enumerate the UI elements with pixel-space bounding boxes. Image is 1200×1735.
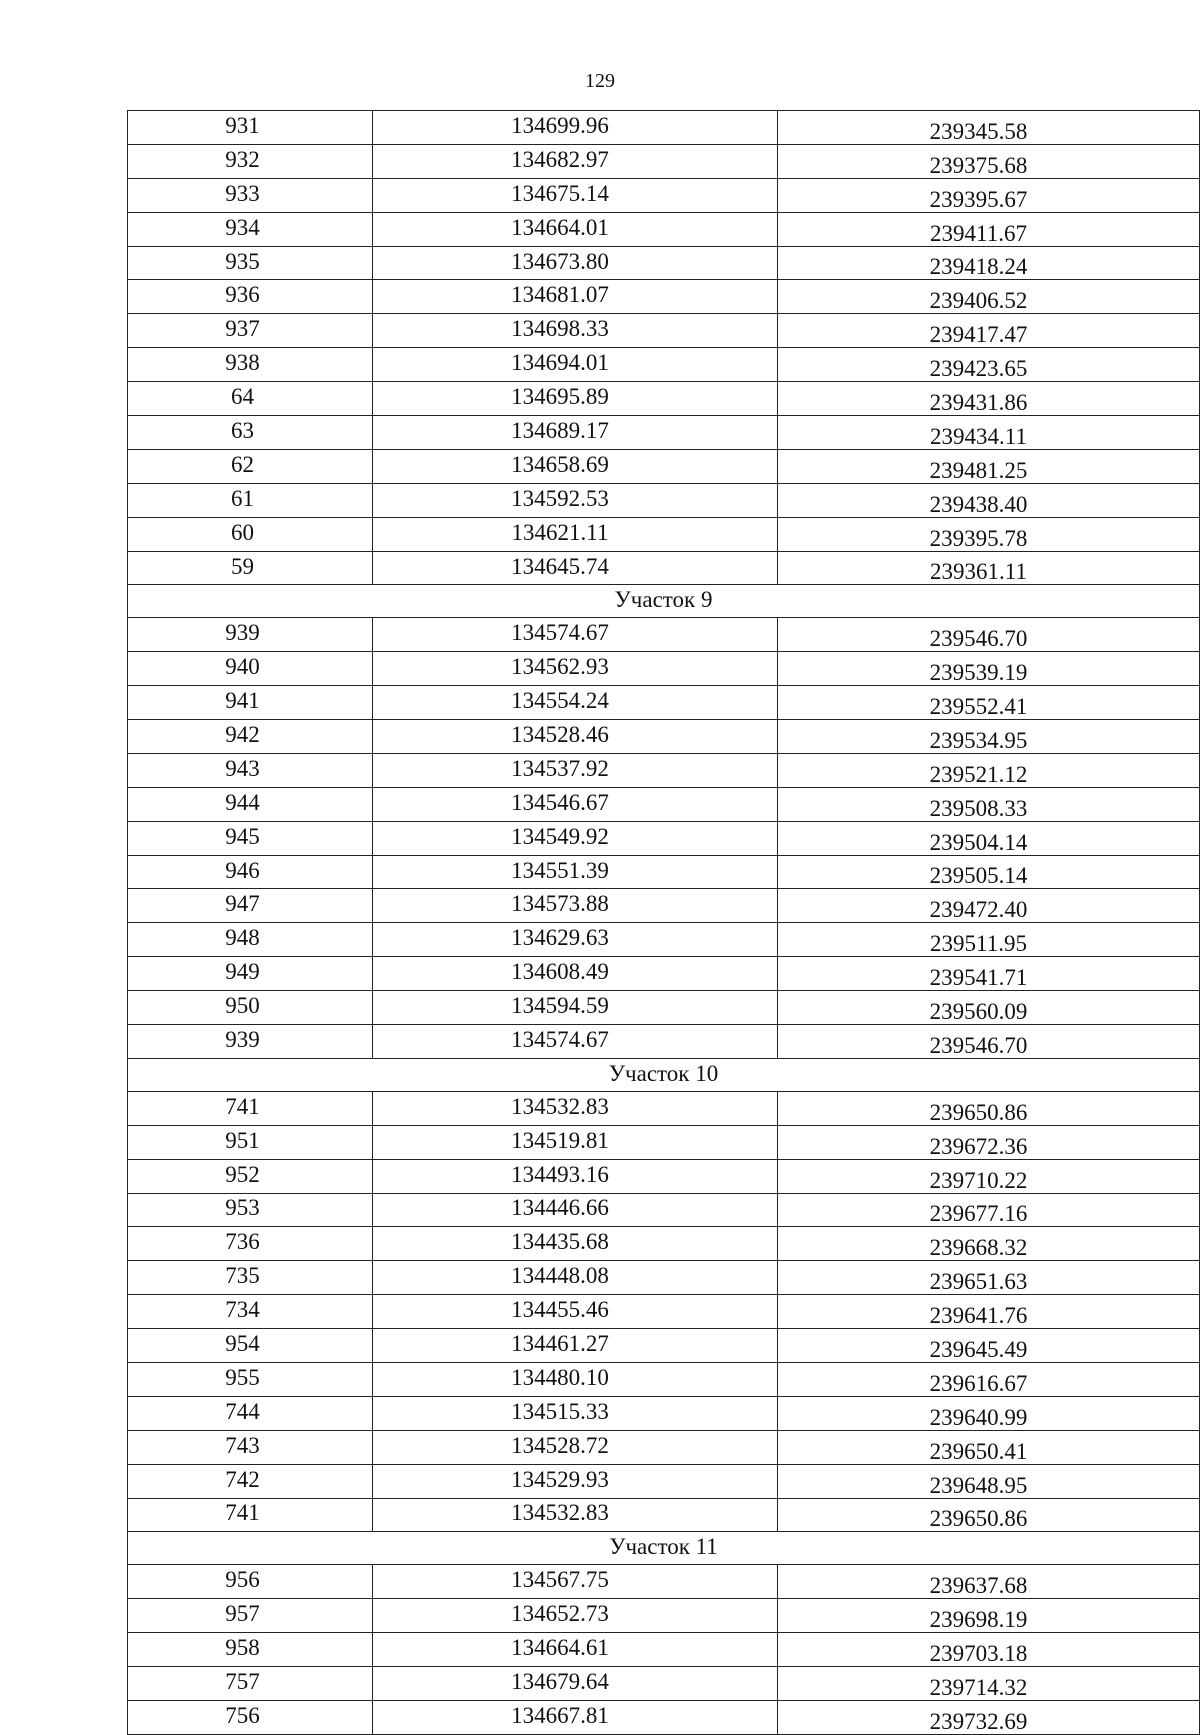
y-coordinate-cell: 239560.09	[778, 991, 1200, 1025]
table-row	[128, 1261, 1200, 1295]
point-number-cell: 948	[128, 923, 373, 957]
point-number-cell: 939	[128, 1025, 373, 1059]
x-coordinate-cell: 134673.80	[373, 246, 778, 280]
table-row	[128, 517, 1200, 551]
point-number-cell: 756	[128, 1700, 373, 1734]
x-coordinate-cell: 134549.92	[373, 821, 778, 855]
y-coordinate-cell: 239539.19	[778, 652, 1200, 686]
table-row	[128, 246, 1200, 280]
table-row	[128, 144, 1200, 178]
section-title: Участок 10	[128, 1058, 1200, 1091]
x-coordinate-cell: 134493.16	[373, 1159, 778, 1193]
x-coordinate-cell: 134461.27	[373, 1329, 778, 1363]
x-coordinate-cell: 134574.67	[373, 1025, 778, 1059]
point-number-cell: 742	[128, 1464, 373, 1498]
y-coordinate-cell: 239714.32	[778, 1666, 1200, 1700]
y-coordinate-cell: 239637.68	[778, 1565, 1200, 1599]
x-coordinate-cell: 134574.67	[373, 618, 778, 652]
y-coordinate-cell: 239541.71	[778, 957, 1200, 991]
y-coordinate-cell: 239703.18	[778, 1633, 1200, 1667]
point-number-cell: 63	[128, 416, 373, 450]
table-row	[128, 1633, 1200, 1667]
point-number-cell: 944	[128, 787, 373, 821]
table-row	[128, 280, 1200, 314]
table-row	[128, 1025, 1200, 1059]
table-row	[128, 1565, 1200, 1599]
point-number-cell: 932	[128, 144, 373, 178]
y-coordinate-cell: 239472.40	[778, 889, 1200, 923]
point-number-cell: 946	[128, 855, 373, 889]
table-row	[128, 1091, 1200, 1125]
x-coordinate-cell: 134435.68	[373, 1227, 778, 1261]
point-number-cell: 958	[128, 1633, 373, 1667]
point-number-cell: 957	[128, 1599, 373, 1633]
table-row	[128, 1125, 1200, 1159]
x-coordinate-cell: 134515.33	[373, 1396, 778, 1430]
y-coordinate-cell: 239361.11	[778, 551, 1200, 585]
table-row	[128, 686, 1200, 720]
table-row	[128, 483, 1200, 517]
point-number-cell: 62	[128, 449, 373, 483]
point-number-cell: 757	[128, 1666, 373, 1700]
x-coordinate-cell: 134682.97	[373, 144, 778, 178]
x-coordinate-cell: 134608.49	[373, 957, 778, 991]
x-coordinate-cell: 134664.01	[373, 212, 778, 246]
point-number-cell: 953	[128, 1193, 373, 1227]
y-coordinate-cell: 239668.32	[778, 1227, 1200, 1261]
section-header-row	[128, 1058, 1200, 1091]
coordinates-table-body	[128, 111, 1200, 1735]
y-coordinate-cell: 239508.33	[778, 787, 1200, 821]
y-coordinate-cell: 239650.86	[778, 1091, 1200, 1125]
y-coordinate-cell: 239677.16	[778, 1193, 1200, 1227]
table-row	[128, 991, 1200, 1025]
point-number-cell: 744	[128, 1396, 373, 1430]
table-row	[128, 314, 1200, 348]
x-coordinate-cell: 134675.14	[373, 178, 778, 212]
x-coordinate-cell: 134562.93	[373, 652, 778, 686]
table-row	[128, 348, 1200, 382]
table-row	[128, 1159, 1200, 1193]
point-number-cell: 947	[128, 889, 373, 923]
y-coordinate-cell: 239616.67	[778, 1362, 1200, 1396]
section-header-row	[128, 585, 1200, 618]
table-row	[128, 178, 1200, 212]
x-coordinate-cell: 134664.61	[373, 1633, 778, 1667]
x-coordinate-cell: 134645.74	[373, 551, 778, 585]
y-coordinate-cell: 239546.70	[778, 618, 1200, 652]
point-number-cell: 936	[128, 280, 373, 314]
x-coordinate-cell: 134528.46	[373, 720, 778, 754]
table-row	[128, 416, 1200, 450]
table-row	[128, 753, 1200, 787]
x-coordinate-cell: 134529.93	[373, 1464, 778, 1498]
table-row	[128, 855, 1200, 889]
y-coordinate-cell: 239395.78	[778, 517, 1200, 551]
x-coordinate-cell: 134532.83	[373, 1091, 778, 1125]
point-number-cell: 956	[128, 1565, 373, 1599]
y-coordinate-cell: 239640.99	[778, 1396, 1200, 1430]
point-number-cell: 937	[128, 314, 373, 348]
x-coordinate-cell: 134698.33	[373, 314, 778, 348]
point-number-cell: 741	[128, 1498, 373, 1532]
y-coordinate-cell: 239504.14	[778, 821, 1200, 855]
y-coordinate-cell: 239641.76	[778, 1295, 1200, 1329]
y-coordinate-cell: 239710.22	[778, 1159, 1200, 1193]
y-coordinate-cell: 239648.95	[778, 1464, 1200, 1498]
table-row	[128, 1464, 1200, 1498]
table-row	[128, 957, 1200, 991]
y-coordinate-cell: 239406.52	[778, 280, 1200, 314]
x-coordinate-cell: 134567.75	[373, 1565, 778, 1599]
point-number-cell: 938	[128, 348, 373, 382]
section-header-row	[128, 1532, 1200, 1565]
y-coordinate-cell: 239375.68	[778, 144, 1200, 178]
y-coordinate-cell: 239511.95	[778, 923, 1200, 957]
x-coordinate-cell: 134681.07	[373, 280, 778, 314]
y-coordinate-cell: 239732.69	[778, 1700, 1200, 1734]
x-coordinate-cell: 134455.46	[373, 1295, 778, 1329]
x-coordinate-cell: 134658.69	[373, 449, 778, 483]
point-number-cell: 743	[128, 1430, 373, 1464]
point-number-cell: 941	[128, 686, 373, 720]
x-coordinate-cell: 134592.53	[373, 483, 778, 517]
point-number-cell: 60	[128, 517, 373, 551]
point-number-cell: 931	[128, 111, 373, 145]
table-row	[128, 1498, 1200, 1532]
y-coordinate-cell: 239345.58	[778, 111, 1200, 145]
table-row	[128, 212, 1200, 246]
point-number-cell: 955	[128, 1362, 373, 1396]
y-coordinate-cell: 239546.70	[778, 1025, 1200, 1059]
table-row	[128, 111, 1200, 145]
x-coordinate-cell: 134621.11	[373, 517, 778, 551]
table-row	[128, 1430, 1200, 1464]
table-row	[128, 923, 1200, 957]
point-number-cell: 943	[128, 753, 373, 787]
y-coordinate-cell: 239438.40	[778, 483, 1200, 517]
table-row	[128, 821, 1200, 855]
table-row	[128, 1295, 1200, 1329]
section-title: Участок 9	[128, 585, 1200, 618]
x-coordinate-cell: 134551.39	[373, 855, 778, 889]
point-number-cell: 61	[128, 483, 373, 517]
x-coordinate-cell: 134480.10	[373, 1362, 778, 1396]
y-coordinate-cell: 239650.41	[778, 1430, 1200, 1464]
table-row	[128, 720, 1200, 754]
point-number-cell: 939	[128, 618, 373, 652]
y-coordinate-cell: 239418.24	[778, 246, 1200, 280]
point-number-cell: 935	[128, 246, 373, 280]
point-number-cell: 736	[128, 1227, 373, 1261]
table-row	[128, 652, 1200, 686]
y-coordinate-cell: 239434.11	[778, 416, 1200, 450]
y-coordinate-cell: 239431.86	[778, 382, 1200, 416]
point-number-cell: 735	[128, 1261, 373, 1295]
x-coordinate-cell: 134652.73	[373, 1599, 778, 1633]
y-coordinate-cell: 239417.47	[778, 314, 1200, 348]
point-number-cell: 741	[128, 1091, 373, 1125]
x-coordinate-cell: 134573.88	[373, 889, 778, 923]
point-number-cell: 59	[128, 551, 373, 585]
table-row	[128, 1396, 1200, 1430]
page-number: 129	[585, 70, 615, 92]
x-coordinate-cell: 134448.08	[373, 1261, 778, 1295]
point-number-cell: 942	[128, 720, 373, 754]
point-number-cell: 951	[128, 1125, 373, 1159]
table-row	[128, 787, 1200, 821]
x-coordinate-cell: 134519.81	[373, 1125, 778, 1159]
x-coordinate-cell: 134554.24	[373, 686, 778, 720]
y-coordinate-cell: 239534.95	[778, 720, 1200, 754]
x-coordinate-cell: 134594.59	[373, 991, 778, 1025]
table-row	[128, 1193, 1200, 1227]
point-number-cell: 940	[128, 652, 373, 686]
table-row	[128, 1362, 1200, 1396]
table-row	[128, 889, 1200, 923]
x-coordinate-cell: 134694.01	[373, 348, 778, 382]
y-coordinate-cell: 239395.67	[778, 178, 1200, 212]
y-coordinate-cell: 239521.12	[778, 753, 1200, 787]
y-coordinate-cell: 239672.36	[778, 1125, 1200, 1159]
x-coordinate-cell: 134537.92	[373, 753, 778, 787]
y-coordinate-cell: 239411.67	[778, 212, 1200, 246]
table-row	[128, 382, 1200, 416]
y-coordinate-cell: 239651.63	[778, 1261, 1200, 1295]
table-row	[128, 1329, 1200, 1363]
table-row	[128, 1666, 1200, 1700]
x-coordinate-cell: 134446.66	[373, 1193, 778, 1227]
x-coordinate-cell: 134679.64	[373, 1666, 778, 1700]
y-coordinate-cell: 239481.25	[778, 449, 1200, 483]
coordinates-table	[127, 110, 1200, 1735]
x-coordinate-cell: 134695.89	[373, 382, 778, 416]
x-coordinate-cell: 134689.17	[373, 416, 778, 450]
point-number-cell: 954	[128, 1329, 373, 1363]
y-coordinate-cell: 239698.19	[778, 1599, 1200, 1633]
x-coordinate-cell: 134532.83	[373, 1498, 778, 1532]
x-coordinate-cell: 134699.96	[373, 111, 778, 145]
y-coordinate-cell: 239552.41	[778, 686, 1200, 720]
section-title: Участок 11	[128, 1532, 1200, 1565]
y-coordinate-cell: 239423.65	[778, 348, 1200, 382]
x-coordinate-cell: 134546.67	[373, 787, 778, 821]
table-row	[128, 618, 1200, 652]
x-coordinate-cell: 134629.63	[373, 923, 778, 957]
table-row	[128, 551, 1200, 585]
point-number-cell: 950	[128, 991, 373, 1025]
y-coordinate-cell: 239505.14	[778, 855, 1200, 889]
table-row	[128, 1227, 1200, 1261]
point-number-cell: 952	[128, 1159, 373, 1193]
y-coordinate-cell: 239645.49	[778, 1329, 1200, 1363]
point-number-cell: 934	[128, 212, 373, 246]
table-row	[128, 1700, 1200, 1734]
point-number-cell: 949	[128, 957, 373, 991]
point-number-cell: 945	[128, 821, 373, 855]
point-number-cell: 933	[128, 178, 373, 212]
table-row	[128, 449, 1200, 483]
y-coordinate-cell: 239650.86	[778, 1498, 1200, 1532]
x-coordinate-cell: 134667.81	[373, 1700, 778, 1734]
point-number-cell: 64	[128, 382, 373, 416]
point-number-cell: 734	[128, 1295, 373, 1329]
x-coordinate-cell: 134528.72	[373, 1430, 778, 1464]
table-row	[128, 1599, 1200, 1633]
